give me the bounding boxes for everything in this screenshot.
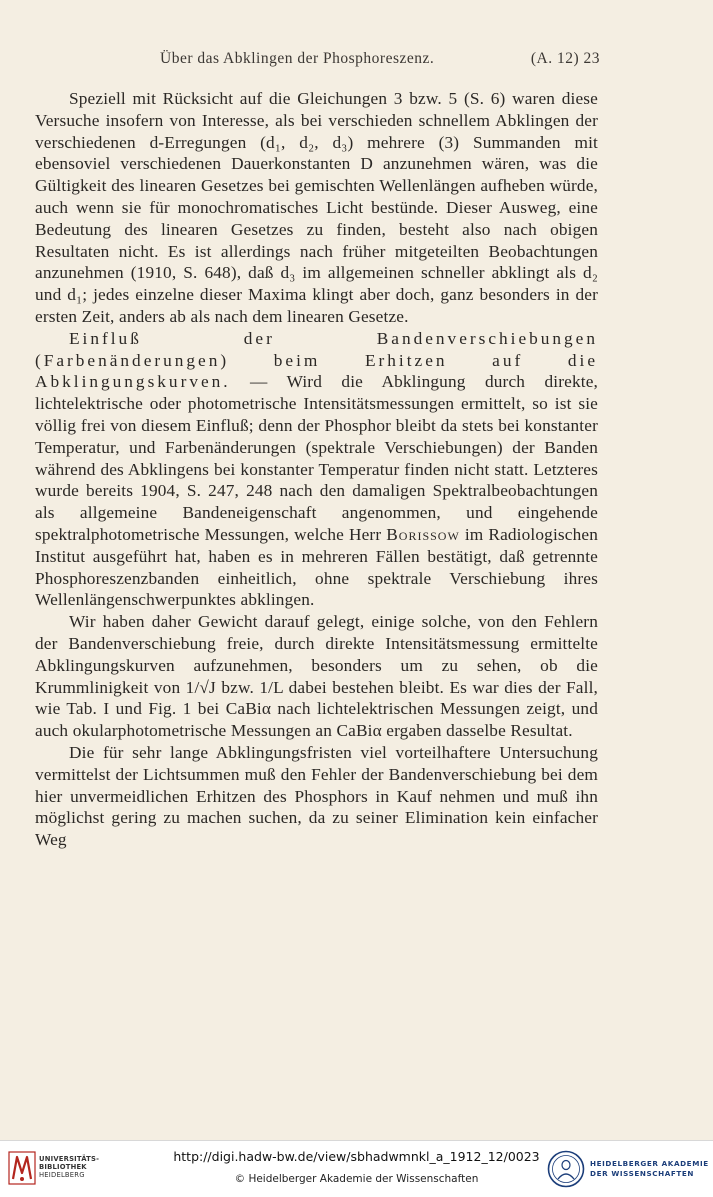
academy-logo[interactable] xyxy=(547,1150,707,1188)
ub-logo-line-3: HEIDELBERG xyxy=(39,1171,85,1179)
permalink-url[interactable]: http://digi.hadw-bw.de/view/sbhadwmnkl_a_1912_12/0023 xyxy=(173,1149,540,1164)
ub-logo-line-2: BIBLIOTHEK xyxy=(39,1163,87,1171)
paragraph-4: Die für sehr lange Abklingungsfristen viel vorteilhaftere Untersuchung vermittelst der Lichtsummen muß den Fehler der Bandenverschiebung bei dem hier unvermeidlichen Erhitzen des Phosphors in Kauf nehmen und muß ihn möglichst gering zu machen suchen, da zu seiner Elimination kein einfacher Weg xyxy=(35,742,598,850)
academy-logo-text xyxy=(590,1159,709,1179)
paragraph-2-text-a: — Wird die Abklingung durch direkte, lichtelektrische oder photometrische Intensitätsmessungen ermittelt, so ist sie völlig frei von diesem Einfluß; denn der Phosphor bleibt da stets bei konstanter Temperatur, und Farbenänderungen (spektrale Verschiebungen) der Banden während des Abklingens bei konstanter Temperatur finden nicht statt. Letzteres wurde bereits 1904, S. 247, 248 nach den damaligen Spektralbeobachtungen als allgemeine Bandeneigenschaft angenommen, und eingehende spektralphotometrische Messungen, welche Herr xyxy=(35,372,598,544)
paragraph-2 xyxy=(35,328,598,611)
copyright-notice: © Heidelberger Akademie der Wissenschaften xyxy=(234,1173,479,1185)
academy-seal-icon xyxy=(547,1150,585,1188)
paragraph-3: Wir haben daher Gewicht darauf gelegt, einige solche, von den Fehlern der Bandenverschiebung freie, durch direkte Intensitätsmessung ermittelte Abklingungskurven aufzunehmen, besonders um zu sehen, ob die Krummlinigkeit von 1/√J bzw. 1/L dabei bestehen bleibt. Es war dies der Fall, wie Tab. I und Fig. 1 bei CaBiα nach lichtelektrischen Messungen zeigt, und auch okularphotometrische Messungen an CaBiα ergaben dasselbe Resultat. xyxy=(35,612,598,741)
section-heading: Einfluß der Bandenverschiebungen (Farbenänderungen) beim Erhitzen auf die Abklingungskurven. xyxy=(35,328,598,392)
ub-logo-line-1: UNIVERSITÄTS- xyxy=(39,1155,100,1163)
body-text xyxy=(35,88,598,851)
academy-logo-line-1: HEIDELBERGER AKADEMIE xyxy=(590,1159,709,1168)
running-head-page-number: (A. 12) 23 xyxy=(530,50,600,67)
academy-logo-line-2: DER WISSENSCHAFTEN xyxy=(590,1169,695,1178)
running-head-title: Über das Abklingen der Phosphoreszenz. xyxy=(160,50,435,67)
person-name: Borissow xyxy=(386,524,460,544)
paragraph-1: Speziell mit Rücksicht auf die Gleichungen 3 bzw. 5 (S. 6) waren diese Versuche insofern von Interesse, als bei verschieden schnellem Abklingen der verschiedenen d-Erregungen (d₁, d₂, d₃) mehrere (3) Summanden mit ebensoviel verschiedenen Dauerkonstanten D anzunehmen wären, was die Gültigkeit des linearen Gesetzes bei gemischten Wellenlängen aufheben würde, auch wenn sie für monochromatisches Licht bestünde. Dieser Ausweg, eine Bedeutung des linearen Gesetzes zu finden, besteht also nach obigen Resultaten nicht. Es ist allerdings nach früher mitgeteilten Beobachtungen anzunehmen (1910, S. 648), daß d₃ im allgemeinen schneller abklingt als d₂ und d₁; jedes einzelne dieser Maxima klingt aber doch, ganz besonders in der ersten Zeit, anders ab als nach dem linearen Gesetze. xyxy=(35,89,598,326)
footer-bar xyxy=(0,1140,713,1197)
paragraph-2-text-b: im Radiologischen Institut ausgeführt hat, haben es in mehreren Fällen bestätigt, daß getrennte Phosphoreszenzbanden einheitlich, ohne spektrale Verschiebung ihres Wellenlängenschwerpunktes abklingen. xyxy=(35,524,599,610)
